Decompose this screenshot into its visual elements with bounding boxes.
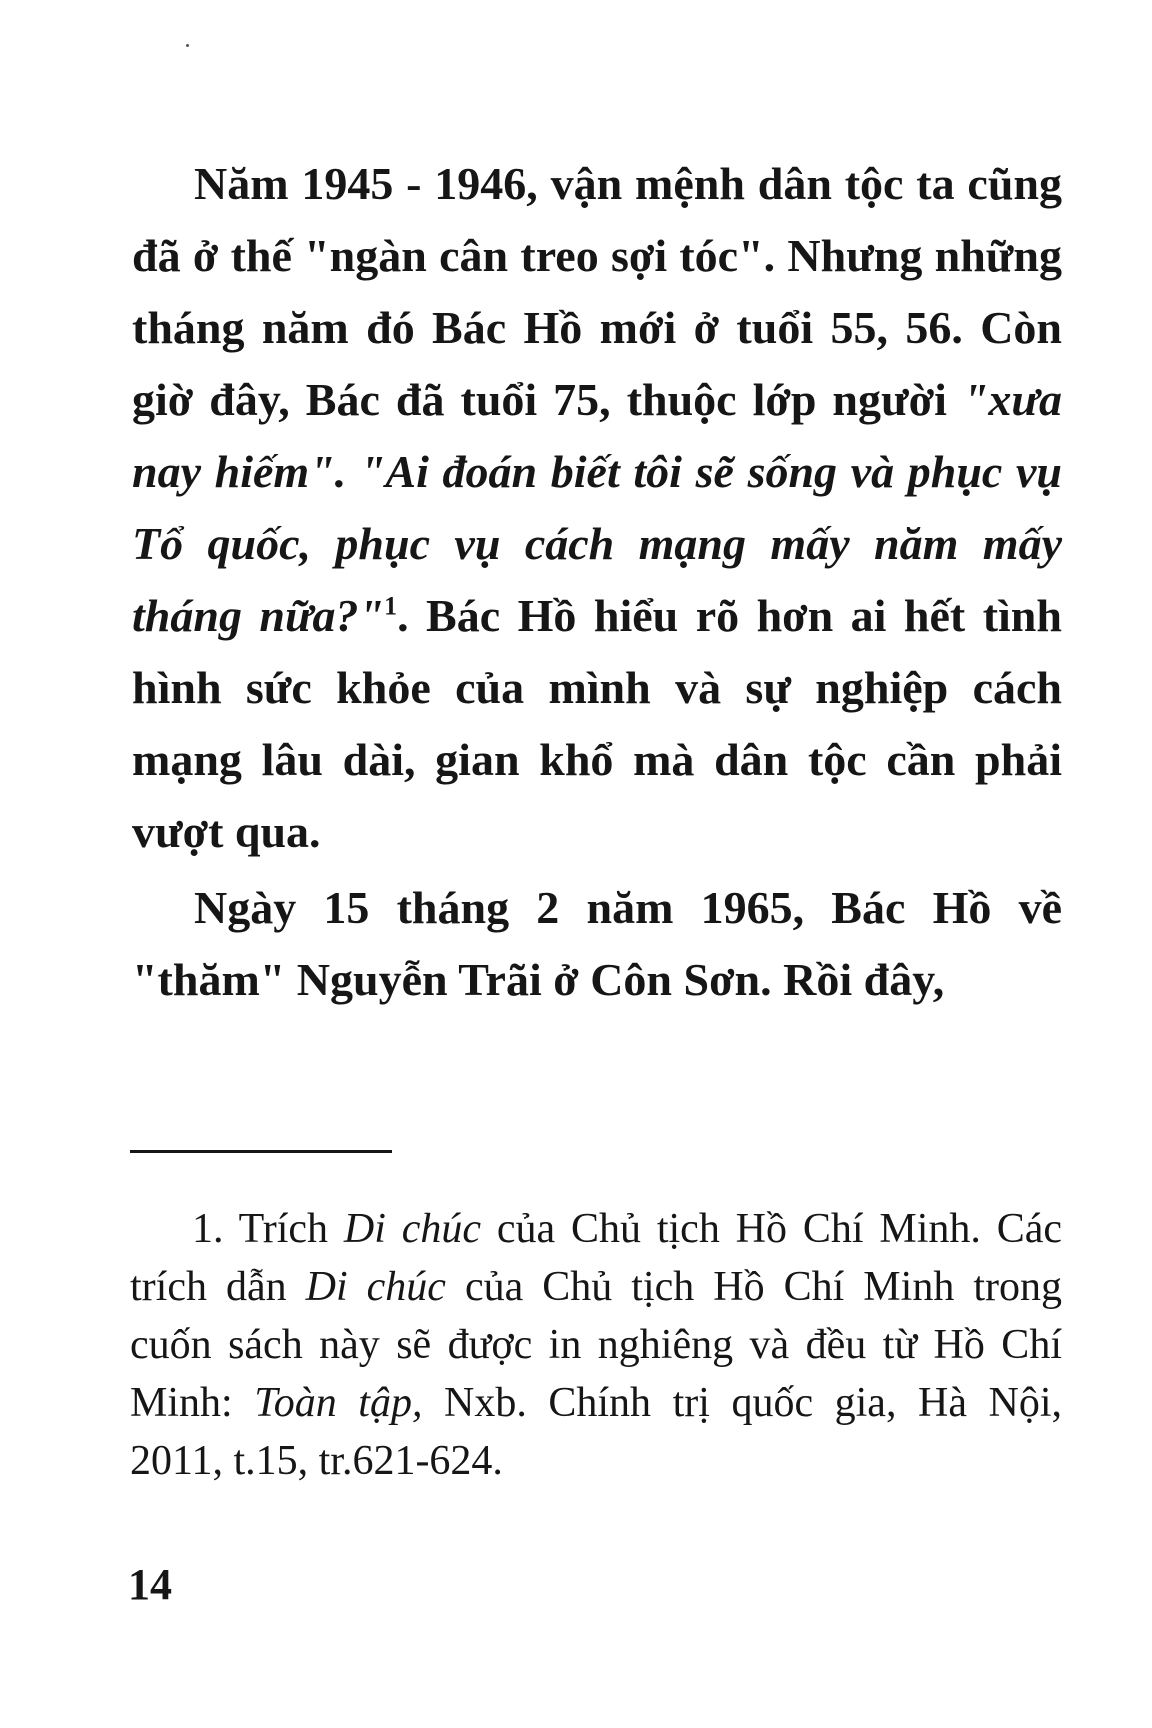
main-text: [132, 148, 1062, 1016]
paragraph-1-quote: "xưa nay hiếm". "Ai đoán biết tôi sẽ sống và phục vụ Tổ quốc, phục vụ cách mạng mấy năm mấy tháng nữa?": [132, 374, 1062, 641]
footnote-divider: [130, 1150, 392, 1153]
footnote-title-2: Di chúc: [305, 1264, 446, 1310]
footnote-title-1: Di chúc: [343, 1206, 482, 1252]
footnote-part-2: của Chủ tịch Hồ Chí Minh. Các trích dẫn: [130, 1206, 1062, 1310]
paragraph-1: [132, 148, 1062, 868]
footnote: [130, 1200, 1062, 1490]
page-number: 14: [128, 1560, 172, 1609]
scan-speck: [186, 44, 189, 47]
footnote-title-3: Toàn tập,: [254, 1380, 423, 1426]
footnote-part-4: Nxb. Chính trị quốc gia, Hà Nội, 2011, t.15, tr.621-624.: [130, 1380, 1063, 1484]
footnote-part-3: của Chủ tịch Hồ Chí Minh trong cuốn sách này sẽ được in nghiêng và đều từ Hồ Chí Minh:: [130, 1264, 1062, 1426]
paragraph-1-text: Năm 1945 - 1946, vận mệnh dân tộc ta cũng đã ở thế "ngàn cân treo sợi tóc". Nhưng những tháng năm đó Bác Hồ mới ở tuổi 55, 56. Còn giờ đây, Bác đã tuổi 75, thuộc lớp người: [132, 158, 1062, 425]
paragraph-2: Ngày 15 tháng 2 năm 1965, Bác Hồ về "thăm" Nguyễn Trãi ở Côn Sơn. Rồi đây,: [132, 882, 1062, 1005]
paragraph-1-text-end: . Bác Hồ hiểu rõ hơn ai hết tình hình sức khỏe của mình và sự nghiệp cách mạng lâu dài, gian khổ mà dân tộc cần phải vượt qua.: [132, 590, 1062, 857]
footnote-part-1: 1. Trích: [192, 1206, 344, 1252]
footnote-reference: 1: [384, 591, 398, 621]
footnote-text: [130, 1200, 1062, 1490]
